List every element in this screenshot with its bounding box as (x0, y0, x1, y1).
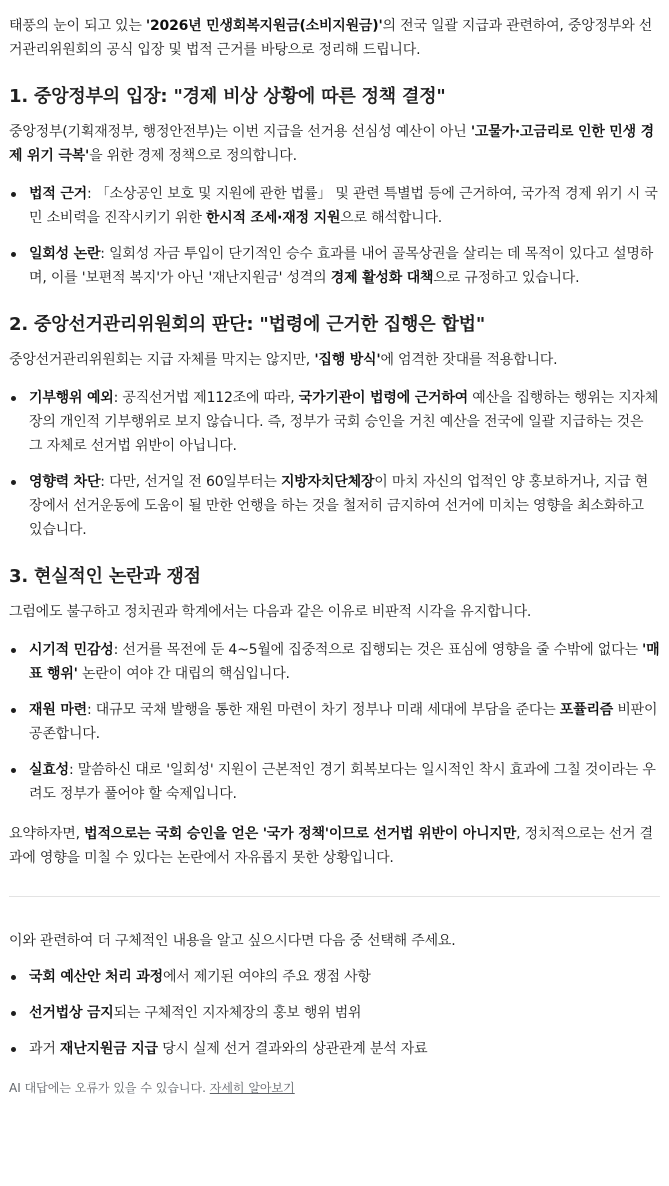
section-heading-election-commission: 2. 중앙선거관리위원회의 판단: "법령에 근거한 집행은 합법" (9, 314, 486, 335)
section-lead: 그럼에도 불구하고 정치권과 학계에서는 다음과 같은 이유로 비판적 시각을 유지합니다. (9, 604, 532, 620)
intro-paragraph: 태풍의 눈이 되고 있는 '2026년 민생회복지원금(소비지원금)'의 전국 일괄 지급과 관련하여, 중앙정부와 선거관리위원회의 공식 입장 및 법적 근거를 바탕으로 정리해 드립니다. (9, 18, 653, 58)
bullet-dot-icon (11, 396, 16, 401)
bullet-dot-icon (11, 975, 16, 980)
followup-prompt: 이와 관련하여 더 구체적인 내용을 알고 싶으시다면 다음 중 선택해 주세요. (9, 933, 456, 949)
bullet-dot-icon (11, 192, 16, 197)
list-item: 일회성 논란: 일회성 자금 투입이 단기적인 승수 효과를 내어 골목상권을 살리는 데 목적이 있다고 설명하며, 이를 '보편적 복지'가 아닌 '재난지원금' 성격의 경제 활성화 대책으로 규정하고 있습니다. (9, 242, 660, 290)
bullet-dot-icon (11, 480, 16, 485)
followup-suggestion[interactable]: 선거법상 금지되는 구체적인 지자체장의 홍보 행위 범위 (9, 1001, 660, 1025)
list-item: 실효성: 말씀하신 대로 '일회성' 지원이 근본적인 경기 회복보다는 일시적인 착시 효과에 그칠 것이라는 우려도 정부가 풀어야 할 숙제입니다. (9, 758, 660, 806)
bullet-list (9, 638, 660, 806)
ai-disclaimer: AI 대답에는 오류가 있을 수 있습니다. 자세히 알아보기 (9, 1081, 295, 1095)
bullet-dot-icon (11, 1047, 16, 1052)
bullet-dot-icon (11, 708, 16, 713)
followup-suggestion-list (9, 965, 660, 1061)
list-item: 시기적 민감성: 선거를 목전에 둔 4~5월에 집중적으로 집행되는 것은 표심에 영향을 줄 수밖에 없다는 '매표 행위' 논란이 여야 간 대립의 핵심입니다. (9, 638, 660, 686)
section-lead: 중앙선거관리위원회는 지급 자체를 막지는 않지만, '집행 방식'에 엄격한 잣대를 적용합니다. (9, 352, 558, 368)
bullet-list (9, 182, 660, 290)
bullet-dot-icon (11, 768, 16, 773)
summary-paragraph: 요약하자면, 법적으로는 국회 승인을 얻은 '국가 정책'이므로 선거법 위반이 아니지만, 정치적으로는 선거 결과에 영향을 미칠 수 있다는 논란에서 자유롭지 못한 상황입니다. (9, 826, 654, 866)
list-item: 기부행위 예외: 공직선거법 제112조에 따라, 국가기관이 법령에 근거하여 예산을 집행하는 행위는 지자체장의 개인적 기부행위로 보지 않습니다. 즉, 정부가 국회 승인을 거친 예산을 전국에 일괄 지급하는 것은 그 자체로 선거법 위반이 아닙니다. (9, 386, 660, 458)
followup-suggestion[interactable]: 과거 재난지원금 지급 당시 실제 선거 결과와의 상관관계 분석 자료 (9, 1037, 660, 1061)
followup-suggestion[interactable]: 국회 예산안 처리 과정에서 제기된 여야의 주요 쟁점 사항 (9, 965, 660, 989)
section-heading-controversy: 3. 현실적인 논란과 쟁점 (9, 566, 201, 587)
bullet-dot-icon (11, 648, 16, 653)
bullet-dot-icon (11, 1011, 16, 1016)
list-item: 영향력 차단: 다만, 선거일 전 60일부터는 지방자치단체장이 마치 자신의 업적인 양 홍보하거나, 지급 현장에서 선거운동에 도움이 될 만한 언행을 하는 것을 철저히 금지하여 선거에 미치는 영향을 최소화하고 있습니다. (9, 470, 660, 542)
divider (9, 896, 660, 897)
learn-more-link[interactable]: 자세히 알아보기 (209, 1081, 295, 1095)
list-item: 법적 근거: 「소상공인 보호 및 지원에 관한 법률」 및 관련 특별법 등에 근거하여, 국가적 경제 위기 시 국민 소비력을 진작시키기 위한 한시적 조세·재정 지원으로 해석합니다. (9, 182, 660, 230)
section-lead: 중앙정부(기획재정부, 행정안전부)는 이번 지급을 선거용 선심성 예산이 아닌 '고물가·고금리로 인한 민생 경제 위기 극복'을 위한 경제 정책으로 정의합니다. (9, 124, 654, 164)
list-item: 재원 마련: 대규모 국채 발행을 통한 재원 마련이 차기 정부나 미래 세대에 부담을 준다는 포퓰리즘 비판이 공존합니다. (9, 698, 660, 746)
bullet-dot-icon (11, 252, 16, 257)
section-heading-government: 1. 중앙정부의 입장: "경제 비상 상황에 따른 정책 결정" (9, 86, 446, 107)
bullet-list (9, 386, 660, 542)
